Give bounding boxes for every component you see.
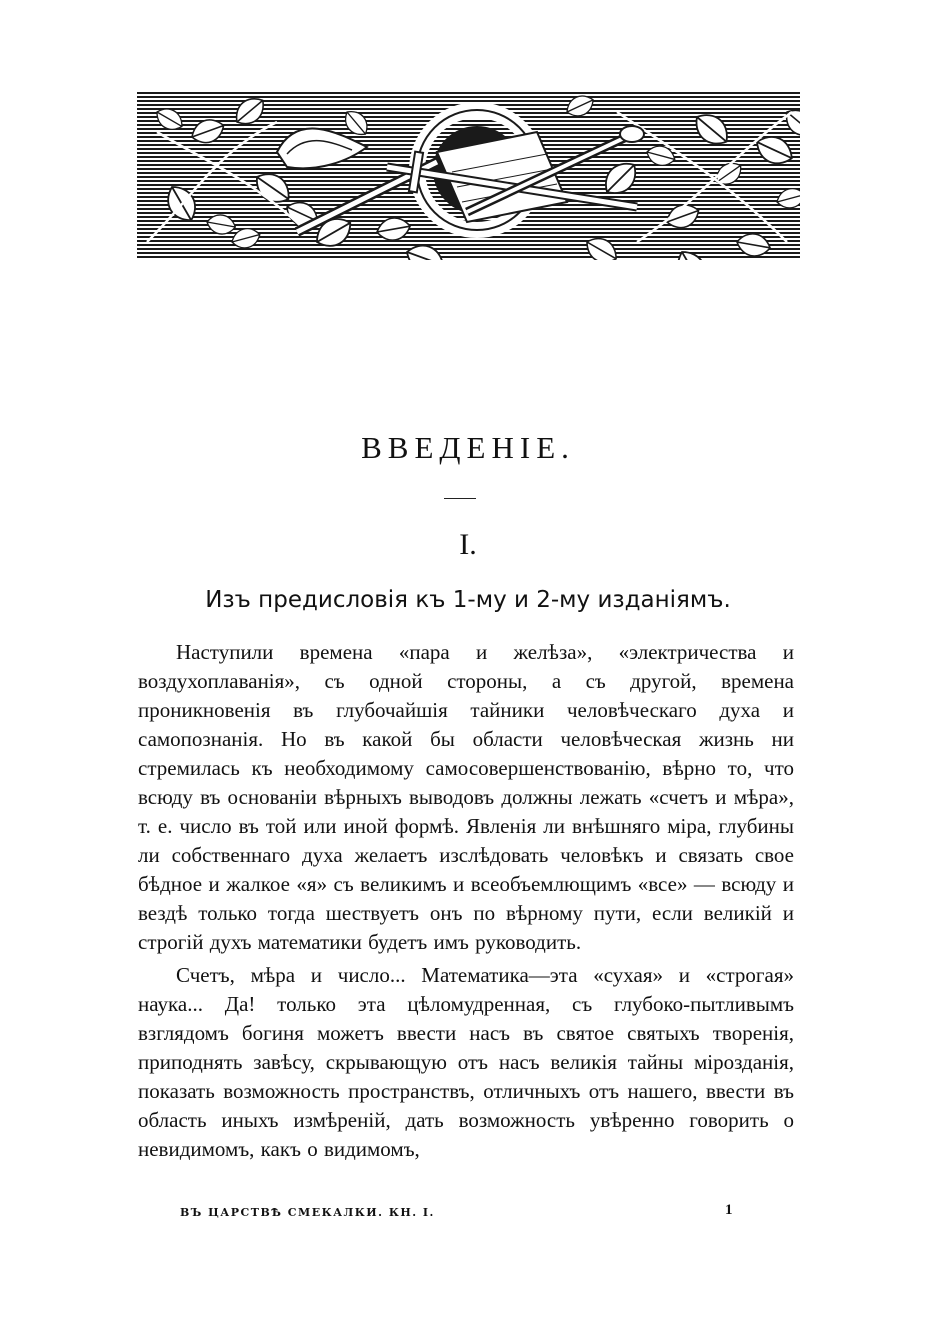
body-text (138, 638, 794, 1168)
headpiece-ornament (137, 92, 800, 260)
headpiece-engraving-icon (137, 92, 800, 260)
section-heading: Изъ предисловія къ 1-му и 2-му изданіямъ. (205, 587, 731, 613)
paragraph: Наступили времена «пара и желѣза», «электричества и воздухоплаванія», съ одной стороны, а съ другой, времена проникновенія въ глубочайшія тайники человѣческаго духа и самопознанія. Но въ какой бы области человѣческая жизнь ни стремилась къ необходимому самосовершенствованію, вѣрно то, что всюду въ основаніи вѣрныхъ выводовъ должны лежать «счетъ и мѣра», т. е. число въ той или иной формѣ. Явленія ли внѣшняго міра, глубины ли собственнаго духа желаетъ изслѣдовать человѣкъ и связать свое бѣдное и жалкое «я» съ великимъ и всеобъемлющимъ «все» — всюду и вездѣ только тогда шествуетъ онъ по вѣрному пути, если великій и строгій духъ математики будетъ имъ руководить. (138, 640, 794, 954)
page-number: 1 (725, 1202, 733, 1218)
title-divider (444, 498, 476, 499)
running-footer-title: ВЪ ЦАРСТВѢ СМЕКАЛКИ. КН. I. (180, 1206, 435, 1219)
chapter-title: ВВЕДЕНІЕ. (361, 430, 575, 465)
paragraph: Счетъ, мѣра и число... Математика—эта «сухая» и «строгая» наука... Да! только эта цѣломудренная, съ глубоко-пытливымъ взглядомъ богиня можетъ ввести насъ въ святое святыхъ творенія, приподнять завѣсу, скрывающую отъ насъ великія тайны мірозданія, показать возможность пространствъ, отличныхъ отъ нашего, ввести въ область иныхъ измѣреній, дать возможность увѣренно говорить о невидимомъ, какъ о видимомъ, (138, 963, 794, 1161)
section-number: I. (459, 528, 477, 561)
